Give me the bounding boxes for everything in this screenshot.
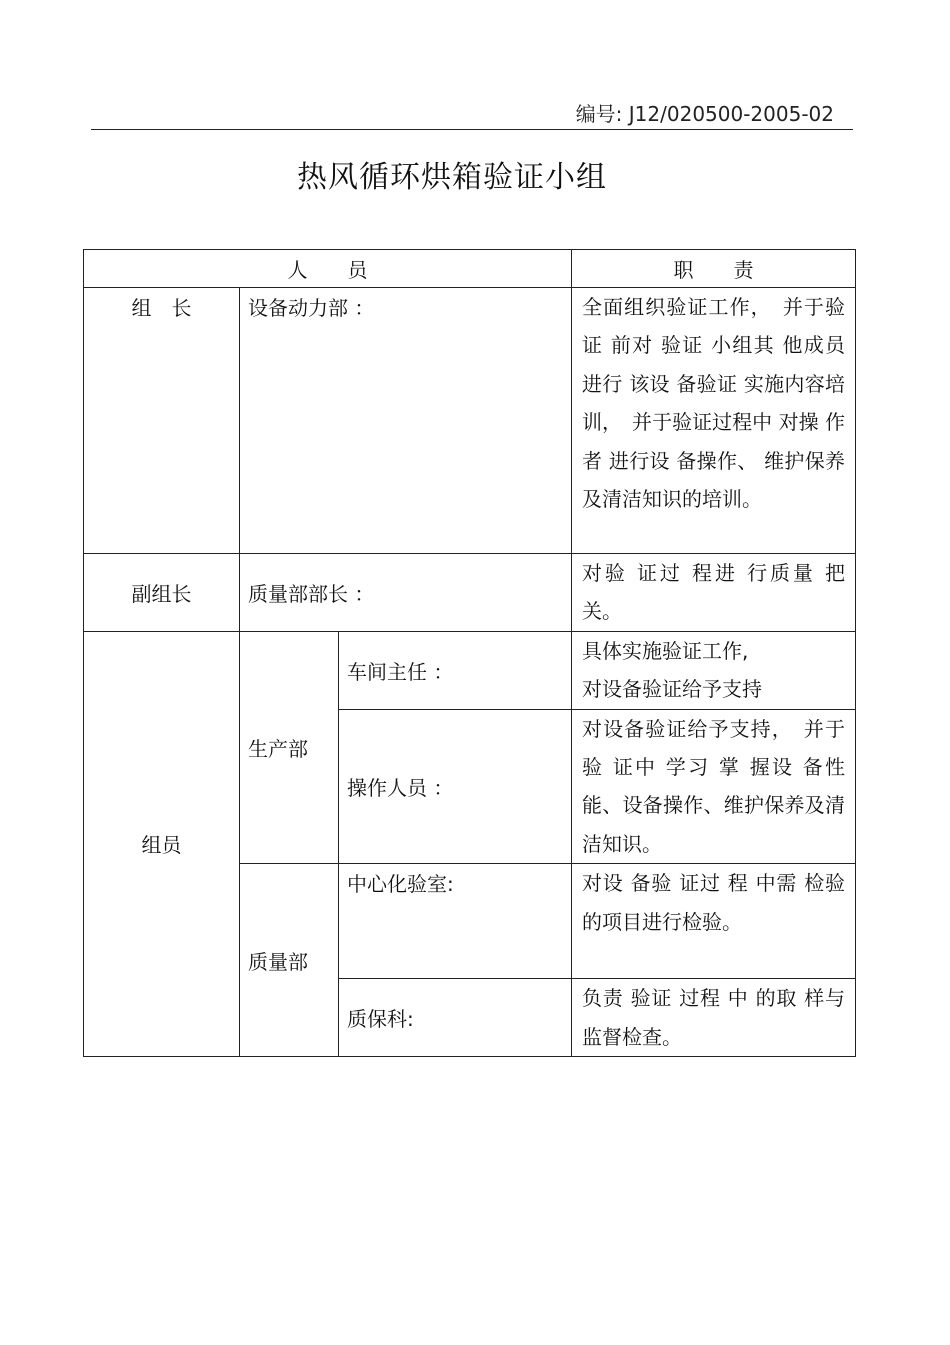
role-members: 组员 — [84, 631, 240, 1056]
dept-production: 生产部 — [240, 631, 339, 863]
header-duty: 职 责 — [572, 250, 856, 288]
header-divider — [91, 129, 853, 130]
table-row-deputy — [84, 554, 856, 632]
table-header-row — [84, 250, 856, 288]
dept-leader: 设备动力部 ： — [240, 288, 572, 554]
header-personnel: 人 员 — [84, 250, 572, 288]
duty-workshop-line-2: 对设备验证给予支持 — [582, 677, 762, 702]
table-row-workshop-director — [84, 631, 856, 709]
dept-quality: 质量部 — [240, 864, 339, 1057]
duty-qa-section: 负责 验证 过程 中 的取 样与监督检查。 — [572, 979, 856, 1057]
duty-operator: 对设备验证给予支持， 并于验 证中 学习 掌 握设 备性能、设备操作、维护保养及清洁知识。 — [572, 709, 856, 864]
position-workshop-director: 车间主任 ： — [339, 631, 572, 709]
duty-deputy: 对验 证过 程进 行质量 把关。 — [572, 554, 856, 632]
role-leader: 组 长 — [84, 288, 240, 554]
role-deputy: 副组长 — [84, 554, 240, 632]
duty-workshop-line-1: 具体实施验证工作, — [582, 638, 749, 663]
page-title: 热风循环烘箱验证小组 — [297, 160, 607, 195]
position-operator: 操作人员 ： — [339, 709, 572, 864]
duty-workshop-director — [572, 631, 856, 709]
validation-team-table — [83, 249, 856, 1057]
table-row-leader — [84, 288, 856, 554]
duty-central-lab: 对设 备验 证过 程 中需 检验的项目进行检验。 — [572, 864, 856, 979]
position-central-lab: 中心化验室: — [339, 864, 572, 979]
position-qa-section: 质保科: — [339, 979, 572, 1057]
duty-leader: 全面组织验证工作， 并于验证 前对 验证 小组其 他成员 进行 该设 备验证 实施内容培训， 并于验证过程中 对操 作者 进行设 备操作、 维护保养及清洁知识的培训。 — [572, 288, 856, 554]
dept-deputy: 质量部部长 ： — [240, 554, 572, 632]
document-number: 编号: J12/020500-2005-02 — [575, 102, 834, 126]
